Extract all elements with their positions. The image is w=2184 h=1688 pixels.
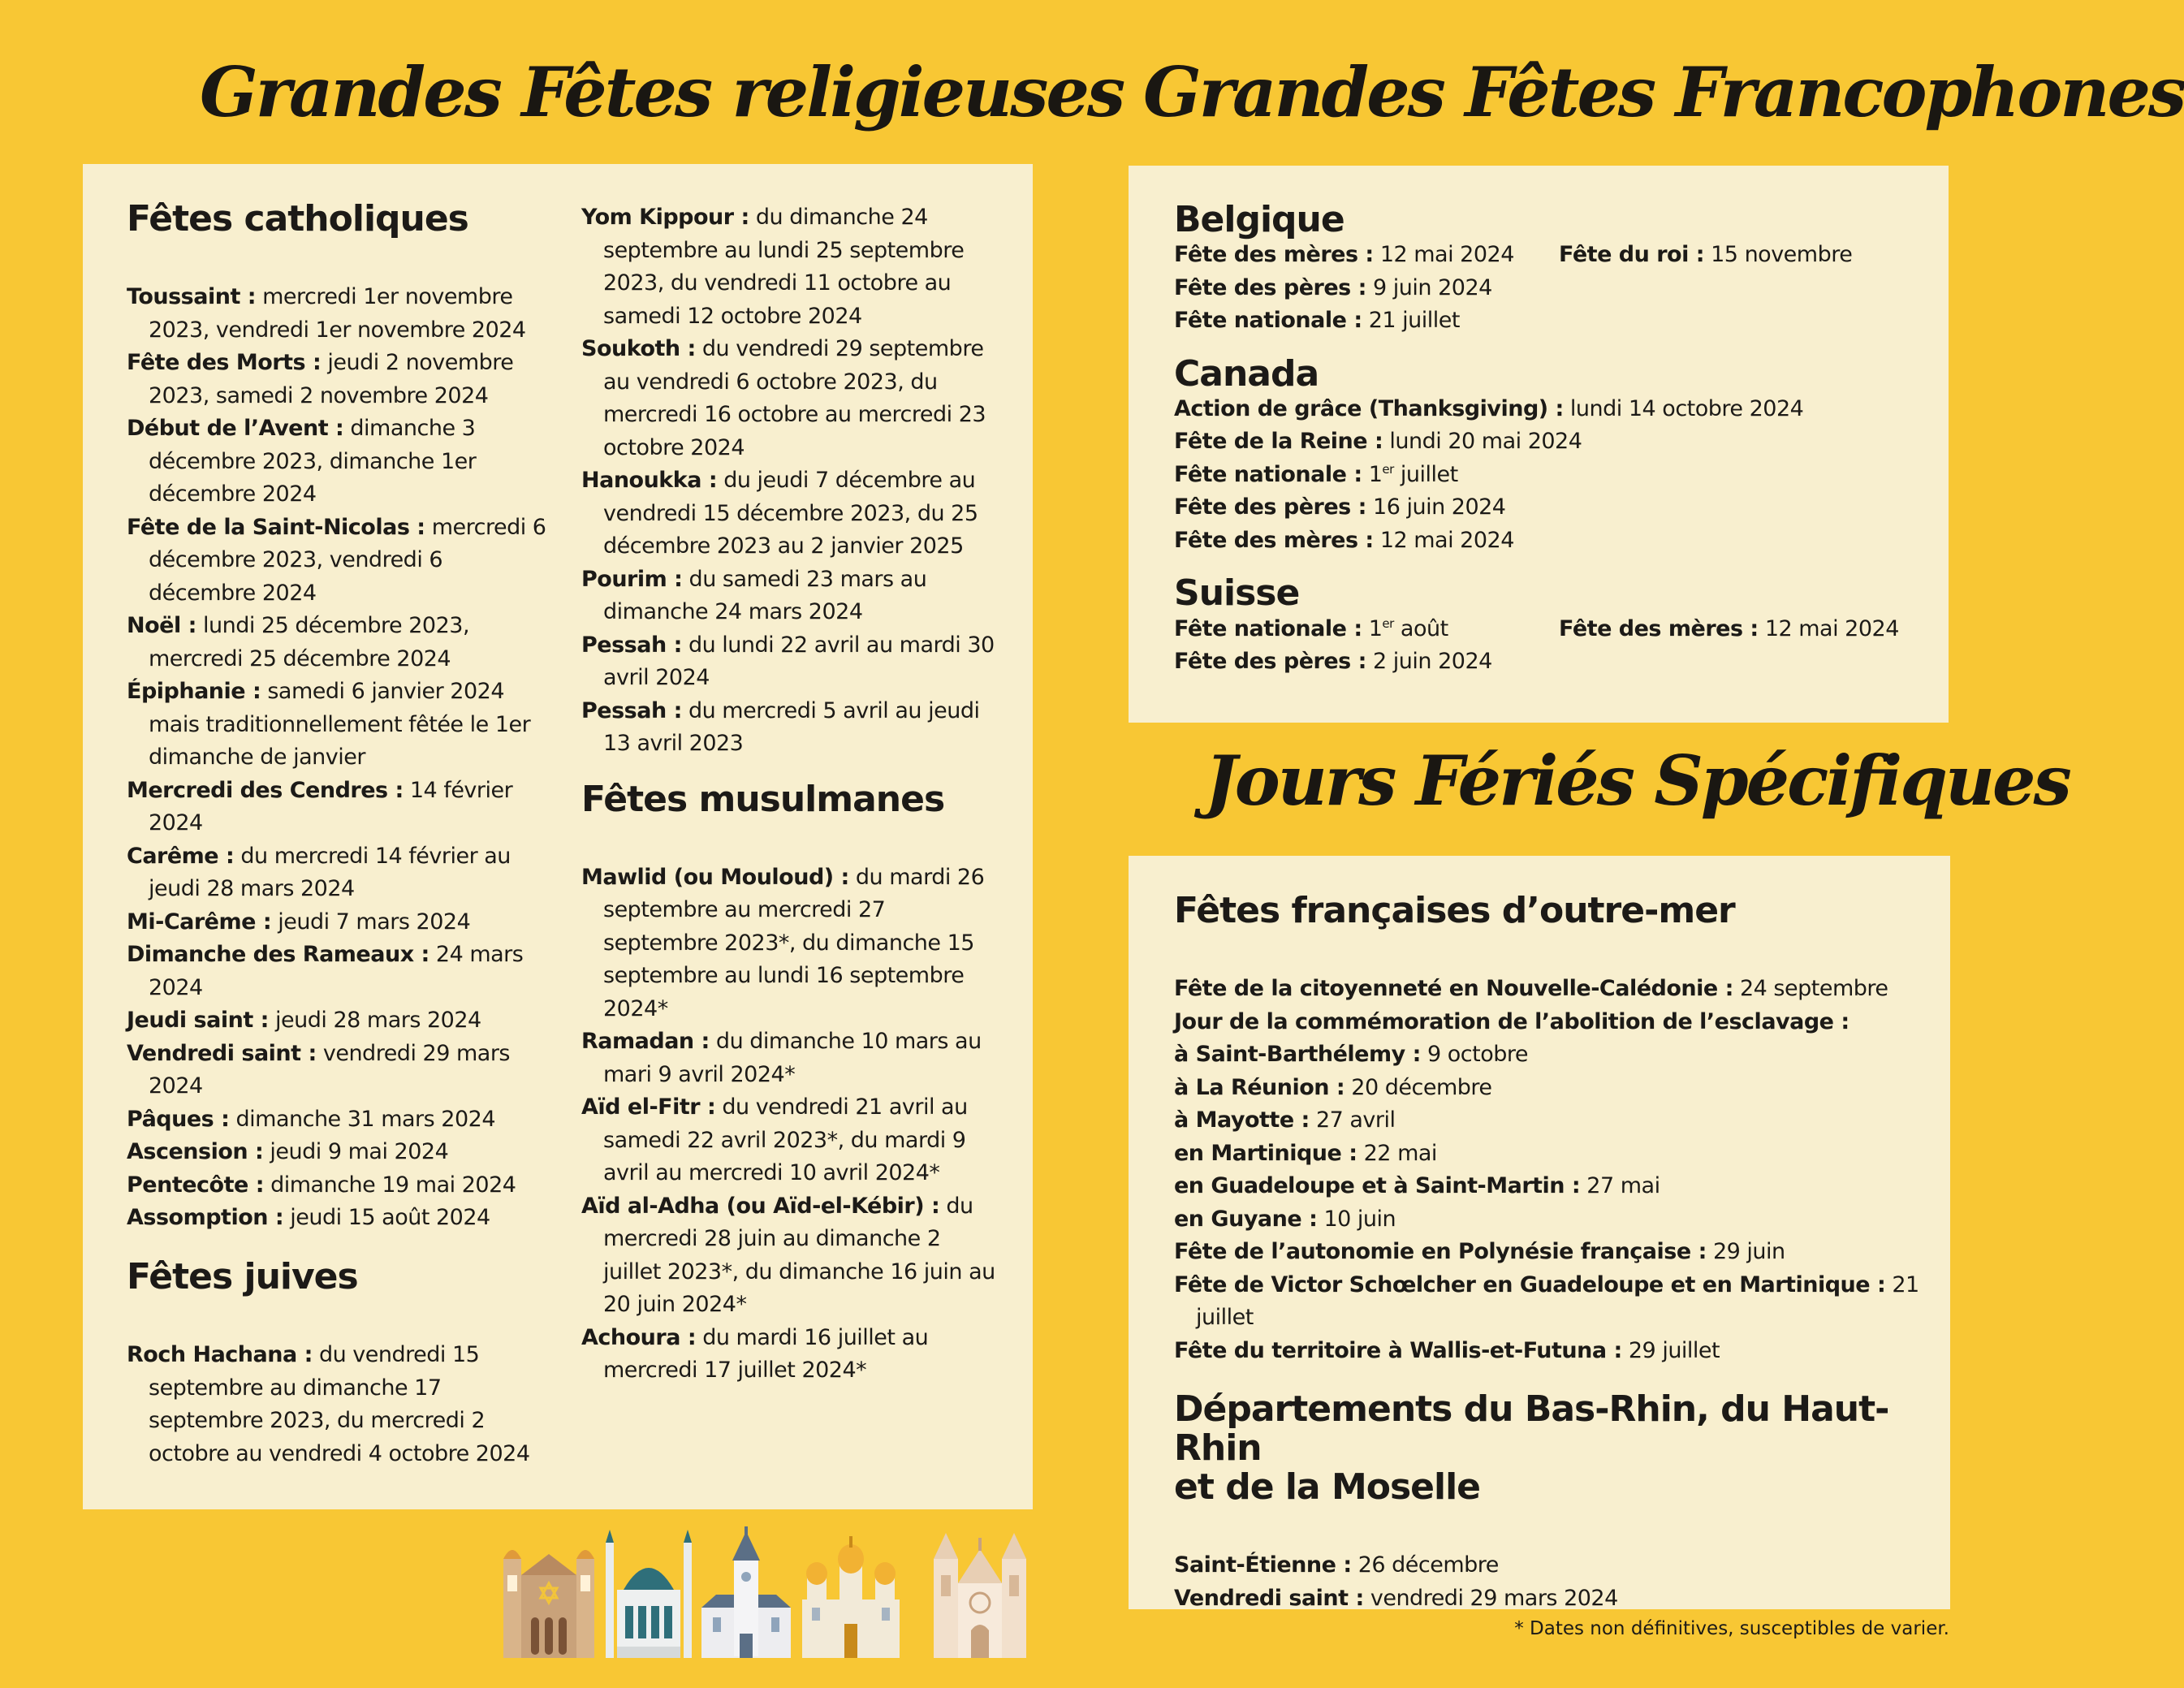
list-item: Pessah : du lundi 22 avril au mardi 30 avril 2024 — [581, 632, 995, 690]
canada-entries — [1174, 393, 1929, 558]
list-item: Action de grâce (Thanksgiving) : lundi 14 octobre 2024 — [1174, 395, 1804, 421]
specific-holidays-panel — [1129, 856, 1950, 1609]
list-item: en Guyane : 10 juin — [1174, 1206, 1396, 1232]
right-column — [581, 201, 1004, 1388]
list-item: Fête du roi : 15 novembre — [1559, 242, 1853, 268]
list-item: Fête nationale : 1er juillet — [1174, 461, 1458, 487]
list-item: Fête des mères : 12 mai 2024 — [1174, 527, 1514, 553]
list-item: Fête des mères : 12 mai 2024 — [1559, 615, 1899, 641]
list-item: Fête nationale : 21 juillet — [1174, 308, 1460, 334]
jewish-list — [581, 201, 1004, 761]
left-column — [127, 200, 549, 1470]
list-item: Soukoth : du vendredi 29 septembre au vendredi 6 octobre 2023, du mercredi 16 octobre au mercredi 23 octobre 2024 — [581, 336, 986, 460]
list-item: Vendredi saint : vendredi 29 mars 2024 — [1174, 1585, 1618, 1611]
catholic-section-title: Fêtes catholiques — [127, 198, 468, 240]
list-item: Fête des pères : 2 juin 2024 — [1174, 649, 1492, 675]
list-item: Fête du territoire à Wallis-et-Futuna : 29 juillet — [1174, 1337, 1720, 1363]
alsace-list — [1174, 1549, 1937, 1615]
francophone-holidays-panel — [1129, 166, 1949, 723]
list-item: Achoura : du mardi 16 juillet au mercredi 17 juillet 2024* — [581, 1324, 929, 1384]
list-item: en Guadeloupe et à Saint-Martin : 27 mai — [1174, 1173, 1660, 1199]
canada-title: Canada — [1174, 352, 1319, 395]
synagogue-icon — [503, 1550, 594, 1658]
outremer-list — [1174, 973, 1937, 1367]
belgique-entries — [1174, 239, 1929, 338]
catholic-list — [127, 281, 549, 1235]
list-item: en Martinique : 22 mai — [1174, 1140, 1437, 1166]
list-item: Hanoukka : du jeudi 7 décembre au vendredi 15 décembre 2023, du 25 décembre 2023 au 2 janvier 2025 — [581, 468, 978, 559]
cathedral-icon — [934, 1533, 1026, 1658]
church-icon — [701, 1526, 791, 1658]
list-item: Vendredi saint : vendredi 29 mars 2024 — [127, 1040, 510, 1099]
list-item: Roch Hachana : du vendredi 15 septembre au dimanche 17 septembre 2023, du mercredi 2 octobre au vendredi 4 octobre 2024 — [127, 1342, 530, 1466]
list-item: Fête de Victor Schœlcher en Guadeloupe et en Martinique : 21 juillet — [1174, 1271, 1919, 1331]
list-item: Fête des pères : 16 juin 2024 — [1174, 494, 1506, 520]
list-item: Ramadan : du dimanche 10 mars au mari 9 avril 2024* — [581, 1029, 982, 1087]
jewish-section-title: Fêtes juives — [127, 1255, 358, 1297]
list-item: Noël : lundi 25 décembre 2023, mercredi 25 décembre 2024 — [127, 613, 470, 671]
muslim-list — [581, 861, 1004, 1388]
suisse-entries — [1174, 613, 1929, 679]
list-item: Pessah : du mercredi 5 avril au jeudi 13 avril 2023 — [581, 697, 980, 756]
religious-holidays-panel — [83, 164, 1033, 1509]
outremer-section-title: Fêtes françaises d’outre-mer — [1174, 890, 1735, 931]
religious-buildings-illustration — [495, 1526, 1031, 1660]
title-jours-feries-specifiques: Jours Fériés Spécifiques — [1205, 740, 2070, 821]
list-item: Mercredi des Cendres : 14 février 2024 — [127, 777, 513, 836]
list-item: Fête de la Reine : lundi 20 mai 2024 — [1174, 429, 1582, 455]
list-item: Début de l’Avent : dimanche 3 décembre 2023, dimanche 1er décembre 2024 — [127, 416, 477, 507]
muslim-section-title: Fêtes musulmanes — [581, 778, 945, 820]
title-grandes-fetes-religieuses: Grandes Fêtes religieuses — [200, 52, 1124, 132]
orthodox-church-icon — [802, 1536, 900, 1658]
list-item: Fête de l’autonomie en Polynésie française : 29 juin — [1174, 1239, 1785, 1265]
suisse-title: Suisse — [1174, 572, 1300, 615]
francophone-content — [1174, 201, 1929, 679]
belgique-title: Belgique — [1174, 199, 1344, 240]
list-item: Toussaint : mercredi 1er novembre 2023, vendredi 1er novembre 2024 — [127, 284, 526, 343]
list-item: Ascension : jeudi 9 mai 2024 — [127, 1139, 449, 1165]
list-item: Fête de la Saint-Nicolas : mercredi 6 décembre 2023, vendredi 6 décembre 2024 — [127, 514, 546, 606]
list-item: à Mayotte : 27 avril — [1174, 1107, 1396, 1133]
list-item: Pentecôte : dimanche 19 mai 2024 — [127, 1172, 516, 1198]
list-item: Assomption : jeudi 15 août 2024 — [127, 1205, 490, 1231]
list-item: Mi-Carême : jeudi 7 mars 2024 — [127, 909, 471, 935]
list-item: Épiphanie : samedi 6 janvier 2024 mais traditionnellement fêtée le 1er dimanche de janvier — [127, 679, 531, 771]
list-item: à Saint-Barthélemy : 9 octobre — [1174, 1042, 1529, 1068]
list-item: Jour de la commémoration de l’abolition de l’esclavage : — [1174, 1008, 1849, 1034]
list-item: Fête nationale : 1er août — [1174, 615, 1448, 641]
footnote: * Dates non définitives, susceptibles de varier. — [1514, 1618, 1949, 1639]
title-grandes-fetes-francophones: Grandes Fêtes Francophones — [1143, 52, 2184, 132]
list-item: Fête des pères : 9 juin 2024 — [1174, 274, 1492, 300]
list-item: Dimanche des Rameaux : 24 mars 2024 — [127, 942, 524, 1000]
list-item: Fête des mères : 12 mai 2024 — [1174, 242, 1514, 268]
list-item: Fête de la citoyenneté en Nouvelle-Calédonie : 24 septembre — [1174, 976, 1888, 1002]
list-item: Mawlid (ou Mouloud) : du mardi 26 septembre au mercredi 27 septembre 2023*, du dimanche 15 septembre au lundi 16 septembre 2024* — [581, 864, 985, 1021]
list-item: Carême : du mercredi 14 février au jeudi 28 mars 2024 — [127, 843, 511, 902]
list-item: Fête des Morts : jeudi 2 novembre 2023, samedi 2 novembre 2024 — [127, 350, 514, 408]
list-item: Pourim : du samedi 23 mars au dimanche 24 mars 2024 — [581, 566, 927, 624]
list-item: à La Réunion : 20 décembre — [1174, 1074, 1492, 1100]
list-item: Jeudi saint : jeudi 28 mars 2024 — [127, 1008, 481, 1034]
list-item: Pâques : dimanche 31 mars 2024 — [127, 1106, 496, 1132]
list-item: Saint-Étienne : 26 décembre — [1174, 1552, 1499, 1578]
mosque-icon — [606, 1530, 692, 1658]
alsace-section-title: Départements du Bas-Rhin, du Haut-Rhin et de la Moselle — [1174, 1388, 1889, 1509]
list-item: Yom Kippour : du dimanche 24 septembre au lundi 25 septembre 2023, du vendredi 11 octobre au samedi 12 octobre 2024 — [581, 205, 965, 329]
list-item: Aïd al-Adha (ou Aïd-el-Kébir) : du mercredi 28 juin au dimanche 2 juillet 2023*, du dimanche 16 juin au 20 juin 2024* — [581, 1193, 995, 1318]
list-item: Aïd el-Fitr : du vendredi 21 avril au samedi 22 avril 2023*, du mardi 9 avril au mercredi 10 avril 2024* — [581, 1094, 968, 1186]
specific-content — [1174, 891, 1937, 1615]
